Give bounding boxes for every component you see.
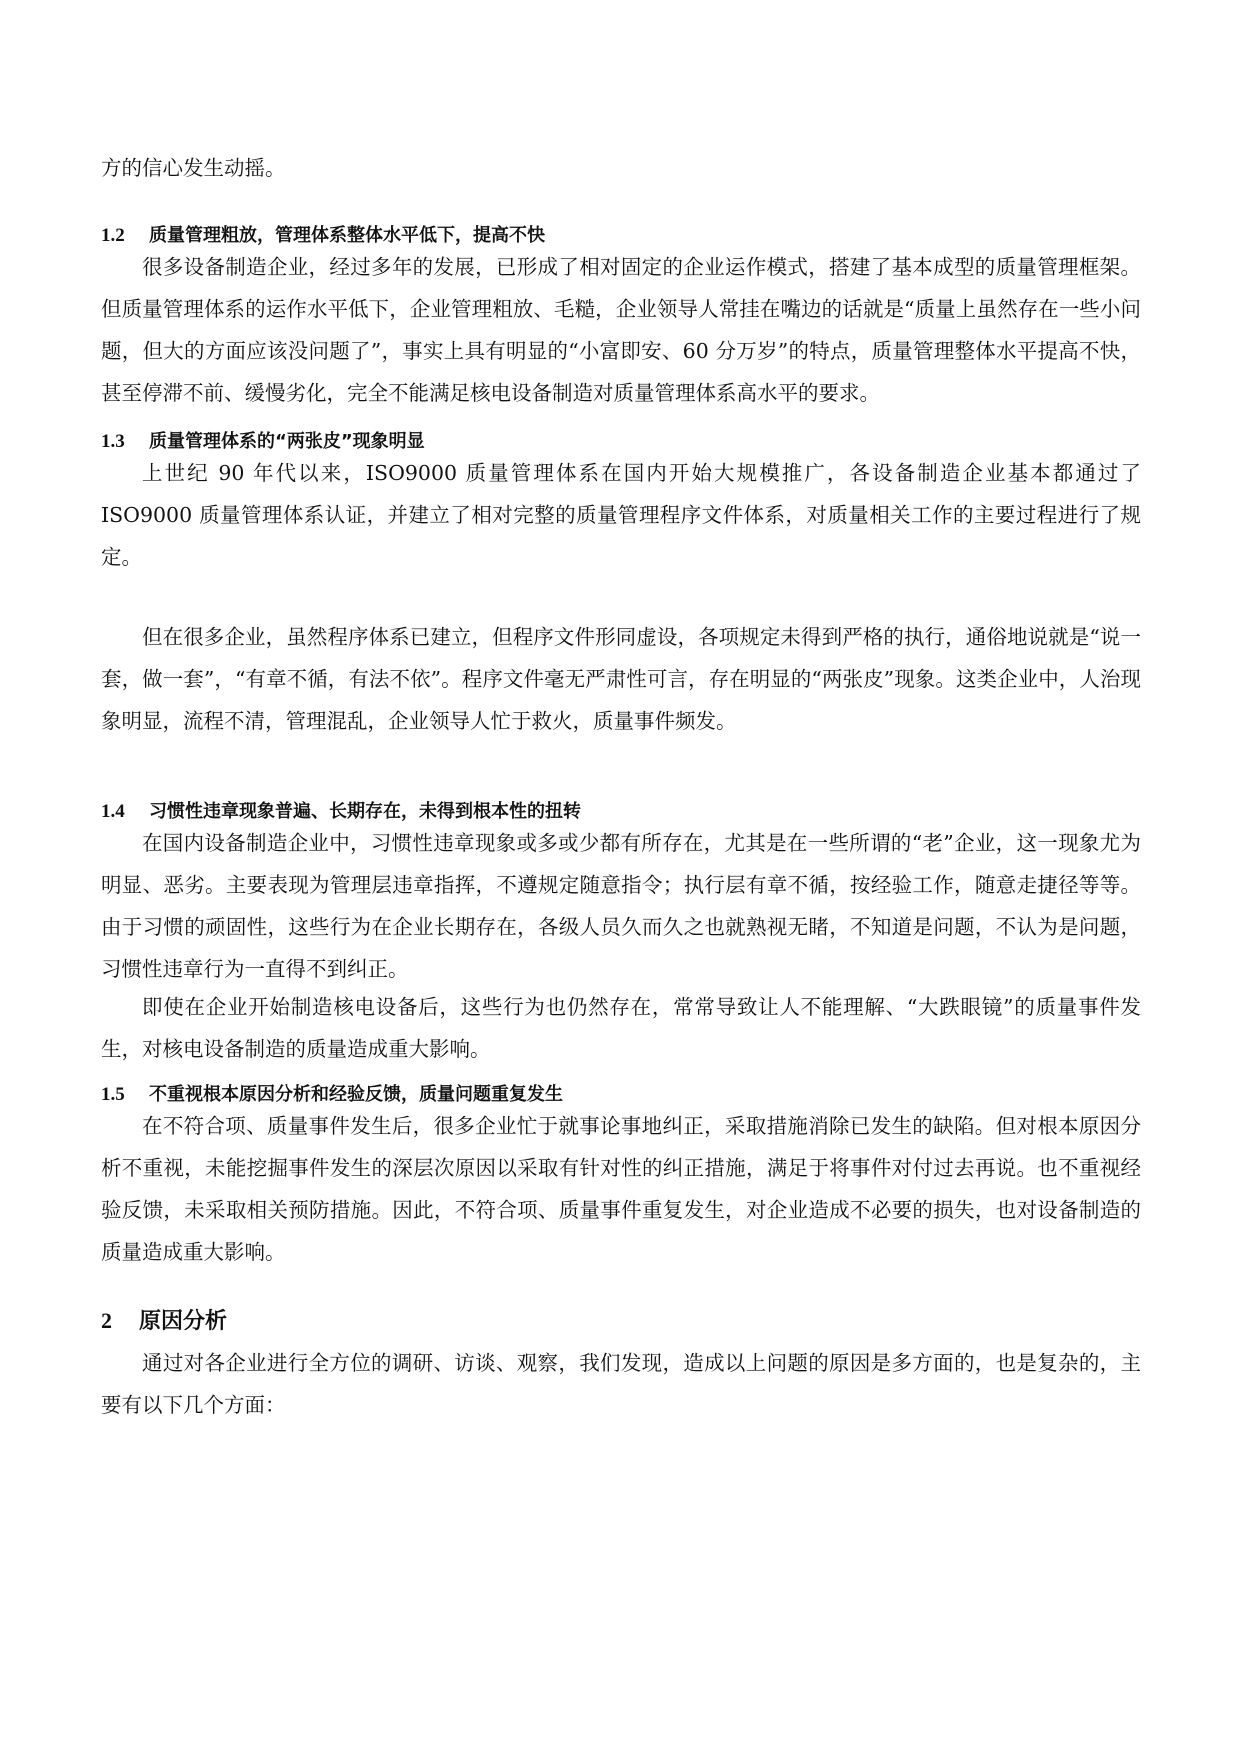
- section-1-2-paragraph-1: 很多设备制造企业，经过多年的发展，已形成了相对固定的企业运作模式，搭建了基本成型的质量管理框架。但质量管理体系的运作水平低下，企业管理粗放、毛糙，企业领导人常挂在嘴边的话就是“质量上虽然存在一些小问题，但大的方面应该没问题了”，事实上具有明显的“小富即安、60 分万岁”的特点，质量管理整体水平提高不快，甚至停滞不前、缓慢劣化，完全不能满足核电设备制造对质量管理体系高水平的要求。: [101, 255, 1141, 405]
- section-1-3-paragraph-2: 但在很多企业，虽然程序体系已建立，但程序文件形同虚设，各项规定未得到严格的执行，通俗地说就是“说一套，做一套”，“有章不循，有法不依”。程序文件毫无严肃性可言，存在明显的“两张皮”现象。这类企业中，人治现象明显，流程不清，管理混乱，企业领导人忙于救火，质量事件频发。: [101, 625, 1141, 733]
- section-1-5-paragraph-1: 在不符合项、质量事件发生后，很多企业忙于就事论事地纠正，采取措施消除已发生的缺陷。但对根本原因分析不重视，未能挖掘事件发生的深层次原因以采取有针对性的纠正措施，满足于将事件对付过去再说。也不重视经验反馈，未采取相关预防措施。因此，不符合项、质量事件重复发生，对企业造成不必要的损失，也对设备制造的质量造成重大影响。: [101, 1114, 1141, 1264]
- section-number: 1.4: [101, 801, 125, 822]
- section-1-4-paragraph-1: 在国内设备制造企业中，习惯性违章现象或多或少都有所存在，尤其是在一些所谓的“老”企业，这一现象尤为明显、恶劣。主要表现为管理层违章指挥，不遵规定随意指令；执行层有章不循，按经验工作，随意走捷径等等。由于习惯的顽固性，这些行为在企业长期存在，各级人员久而久之也就熟视无睹，不知道是问题，不认为是问题，习惯性违章行为一直得不到纠正。: [101, 831, 1141, 981]
- section-1-3-paragraph-1: 上世纪 90 年代以来，ISO9000 质量管理体系在国内开始大规模推广，各设备制造企业基本都通过了ISO9000 质量管理体系认证，并建立了相对完整的质量管理程序文件体系，对质量相关工作的主要过程进行了规定。: [101, 461, 1141, 569]
- intro-continuation-paragraph: 方的信心发生动摇。: [101, 156, 286, 180]
- section-number: 1.5: [101, 1084, 125, 1105]
- section-title: 不重视根本原因分析和经验反馈，质量问题重复发生: [149, 1084, 563, 1105]
- section-title: 原因分析: [139, 1309, 228, 1334]
- section-heading-1-2: [101, 224, 545, 248]
- section-title: 质量管理体系的“两张皮”现象明显: [149, 431, 425, 452]
- section-heading-1-5: [101, 1083, 563, 1107]
- section-title: 质量管理粗放，管理体系整体水平低下，提高不快: [149, 225, 545, 246]
- section-heading-2: [101, 1306, 227, 1337]
- section-1-4-paragraph-2: 即使在企业开始制造核电设备后，这些行为也仍然存在，常常导致让人不能理解、“大跌眼镜”的质量事件发生，对核电设备制造的质量造成重大影响。: [101, 995, 1141, 1061]
- section-number: 1.2: [101, 225, 125, 246]
- section-heading-1-4: [101, 800, 581, 824]
- section-number: 1.3: [101, 431, 125, 452]
- section-number: 2: [101, 1308, 112, 1333]
- section-title: 习惯性违章现象普遍、长期存在，未得到根本性的扭转: [149, 801, 581, 822]
- section-2-paragraph-1: 通过对各企业进行全方位的调研、访谈、观察，我们发现，造成以上问题的原因是多方面的，也是复杂的，主要有以下几个方面：: [101, 1351, 1141, 1417]
- section-heading-1-3: [101, 430, 425, 454]
